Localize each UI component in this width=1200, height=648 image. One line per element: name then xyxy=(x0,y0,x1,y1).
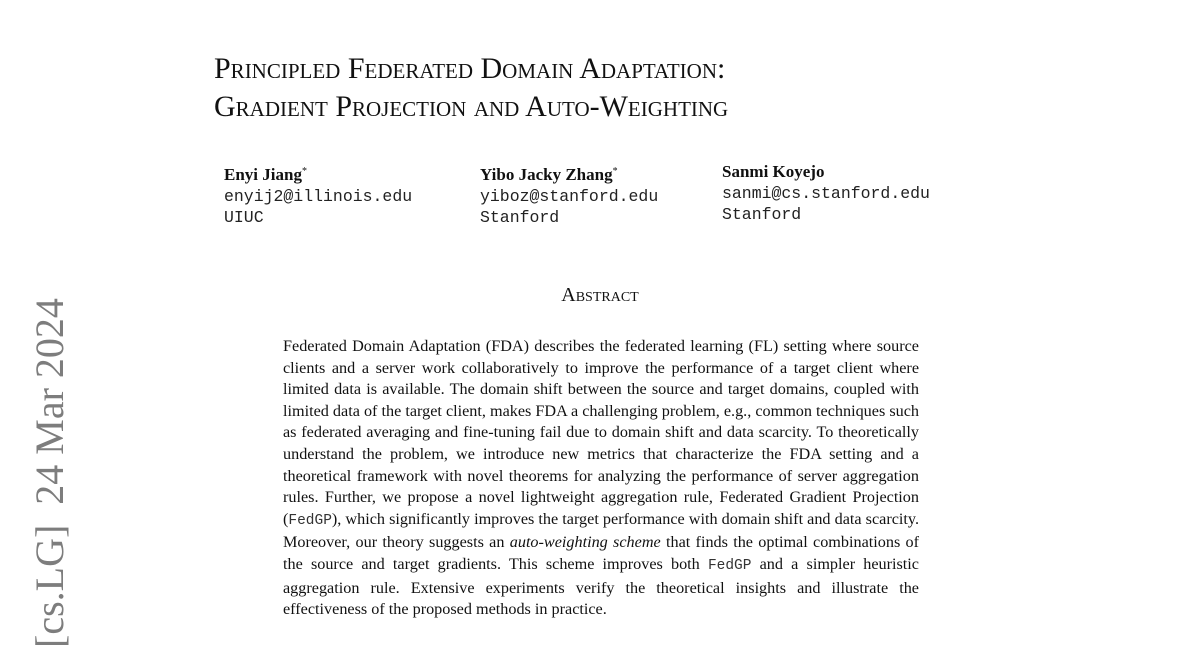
author-name-text: Yibo Jacky Zhang xyxy=(480,165,613,184)
author-email: sanmi@cs.stanford.edu xyxy=(722,184,930,203)
author-affiliation: Stanford xyxy=(480,208,560,227)
paper-title xyxy=(214,50,728,126)
author-name-text: Enyi Jiang xyxy=(224,165,302,184)
arxiv-date: 24 Mar 2024 xyxy=(27,298,72,505)
abstract-text-3: that finds the optimal combinations of the source and target gradients. This scheme improves both xyxy=(283,533,920,573)
abstract-emphasis: auto-weighting scheme xyxy=(509,533,661,552)
abstract-body xyxy=(283,336,919,621)
equal-contribution-mark: * xyxy=(301,166,307,177)
paper-title-line-1: Principled Federated Domain Adaptation: xyxy=(214,52,726,85)
author-name xyxy=(224,161,412,186)
abstract-text-4: and a simpler heuristic aggregation rule. Extensive experiments verify the theoretical insights and illustrate the effectiveness of the proposed methods in practice. xyxy=(283,554,919,619)
author-3 xyxy=(722,161,930,225)
author-2 xyxy=(480,161,658,228)
author-affiliation: Stanford xyxy=(722,205,802,224)
method-name-code: FedGP xyxy=(707,557,752,574)
author-1 xyxy=(224,161,412,228)
author-name xyxy=(722,161,930,183)
author-email: enyij2@illinois.edu xyxy=(224,187,413,206)
author-name-text: Sanmi Koyejo xyxy=(722,162,825,181)
author-email: yiboz@stanford.edu xyxy=(480,187,659,206)
arxiv-category: [cs.LG] xyxy=(27,524,72,648)
equal-contribution-mark: * xyxy=(612,166,618,177)
method-name-code: FedGP xyxy=(288,512,332,529)
arxiv-side-stamp xyxy=(26,288,74,648)
abstract-text-2: ), which significantly improves the target performance with domain shift and data scarcity. Moreover, our theory suggests an xyxy=(283,509,919,552)
paper-title-line-2: Gradient Projection and Auto-Weighting xyxy=(214,90,729,123)
abstract-heading: Abstract xyxy=(561,284,639,306)
author-name xyxy=(480,161,658,186)
abstract-text-1: Federated Domain Adaptation (FDA) describes the federated learning (FL) setting where source clients and a server work collaboratively to improve the performance of a target client where limited data is available. The domain shift between the source and target domains, coupled with limited data of the target client, makes FDA a challenging problem, e.g., common techniques such as federated averaging and fine-tuning fail due to domain shift and data scarcity. To theoretically understand the problem, we introduce new metrics that characterize the FDA setting and a theoretical framework with novel theorems for analyzing the performance of server aggregation rules. Further, we propose a novel lightweight aggregation rule, Federated Gradient Projection ( xyxy=(283,337,919,528)
author-affiliation: UIUC xyxy=(224,208,264,227)
